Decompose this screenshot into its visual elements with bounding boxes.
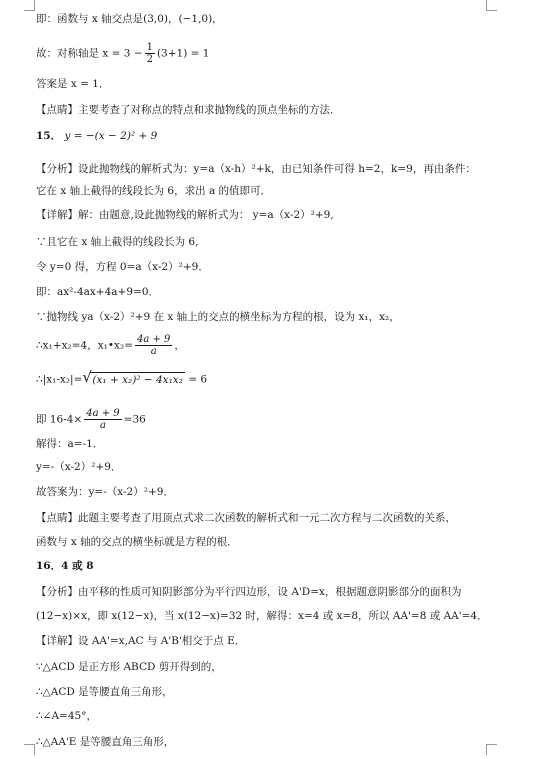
equation-text-post: =36	[123, 413, 146, 426]
crop-mark-top-left	[24, 0, 35, 11]
detail-16-line-2: ∵△ACD 是正方形 ABCD 剪开得到的，	[36, 661, 222, 673]
analysis-16-line-2: (12−x)×x，即 x(12−x)，当 x(12−x)=32 时，解得：x=4 或 x=8，所以 AA'=8 或 AA'=4．	[36, 610, 488, 622]
answer-line: 答案是 x = 1．	[36, 78, 110, 90]
axis-text-pre: 故：对称轴是 x = 3 −	[36, 47, 143, 60]
fraction-numerator: 1	[146, 42, 153, 53]
distance-text-pre: ∴|x₁-x₂|=	[36, 373, 83, 386]
remark-line-15b: 函数与 x 轴的交点的横坐标就是方程的根．	[36, 536, 238, 548]
radical-sign-icon: √	[82, 368, 92, 386]
question-16-answer: 16．4 或 8	[36, 560, 94, 572]
equation-text-pre: 即 16-4×	[36, 413, 83, 426]
detail-16-line-1: 【详解】设 AA'=x,AC 与 A'B'相交于点 E．	[36, 635, 246, 647]
equation-fraction	[84, 408, 121, 431]
distance-text-post: = 6	[188, 373, 208, 386]
axis-of-symmetry-line	[36, 42, 209, 65]
question-number: 15．	[36, 130, 62, 142]
fraction-denominator: a	[99, 420, 106, 431]
analysis-16-line-1: 【分析】由平移的性质可知阴影部分为平行四边形，设 A'D=x，根据题意阴影部分的面积为	[36, 586, 462, 598]
radicand: (x₁ + x₂)² − 4x₁x₂	[92, 374, 183, 386]
square-root-expression	[82, 368, 185, 387]
solution-line-1: 【详解】解：由题意,设此抛物线的解析式为： y=a（x-2）²+9,	[36, 209, 334, 221]
crop-mark-bottom-right	[486, 744, 497, 755]
solution-line-5: ∵抛物线 ya（x-2）²+9 在 x 轴上的交点的横坐标为方程的根，设为 x₁，x₂，	[36, 311, 400, 323]
vieta-text-pre: ∴x₁+x₂=4，x₁•x₂=	[36, 339, 133, 352]
solve-line: 解得：a=-1．	[36, 438, 104, 450]
solution-line-3: 令 y=0 得，方程 0=a（x-2）²+9．	[36, 261, 209, 273]
detail-16-line-5: ∴△AA'E 是等腰直角三角形，	[36, 736, 175, 748]
detail-16-line-3: ∴△ACD 是等腰直角三角形，	[36, 686, 173, 698]
equation-line	[36, 408, 146, 431]
final-answer-line: 故答案为：y=-（x-2）²+9．	[36, 486, 174, 498]
answer-expression: y = −(x − 2)² + 9	[64, 130, 158, 142]
one-half-fraction	[145, 42, 155, 65]
question-15-answer	[36, 129, 157, 143]
fraction-denominator: 2	[146, 54, 153, 65]
detail-16-line-4: ∴∠A=45°，	[36, 710, 97, 722]
product-fraction	[135, 334, 172, 357]
distance-line	[36, 368, 208, 387]
vieta-line	[36, 334, 185, 357]
fraction-denominator: a	[150, 346, 157, 357]
solution-line-2: ∵且它在 x 轴上截得的线段长为 6,	[36, 236, 199, 248]
analysis-line-1: 【分析】设此抛物线的解析式为：y=a（x-h）²+k，由已知条件可得 h=2，k=9，再由条件：	[36, 163, 476, 175]
solution-line-4: 即：ax²-4ax+4a+9=0．	[36, 286, 159, 298]
intersection-points-line: 即：函数与 x 轴交点是(3,0)，(−1,0)，	[36, 13, 223, 25]
remark-line-15a: 【点睛】此题主要考查了用顶点式求二次函数的解析式和一元二次方程与二次函数的关系，	[36, 512, 456, 524]
fraction-numerator: 4a + 9	[86, 408, 120, 419]
remark-line-14: 【点睛】主要考查了对称点的特点和求抛物线的顶点坐标的方法．	[36, 104, 341, 116]
function-line: y=-（x-2）²+9．	[36, 461, 122, 473]
vieta-text-post: ，	[174, 339, 185, 352]
fraction-numerator: 4a + 9	[136, 334, 171, 345]
axis-text-post: (3+1) = 1	[156, 47, 210, 60]
analysis-line-2: 它在 x 轴上截得的线段长为 6，求出 a 的值即可．	[36, 185, 272, 197]
crop-mark-top-right	[486, 0, 497, 11]
crop-mark-bottom-left	[24, 744, 35, 755]
